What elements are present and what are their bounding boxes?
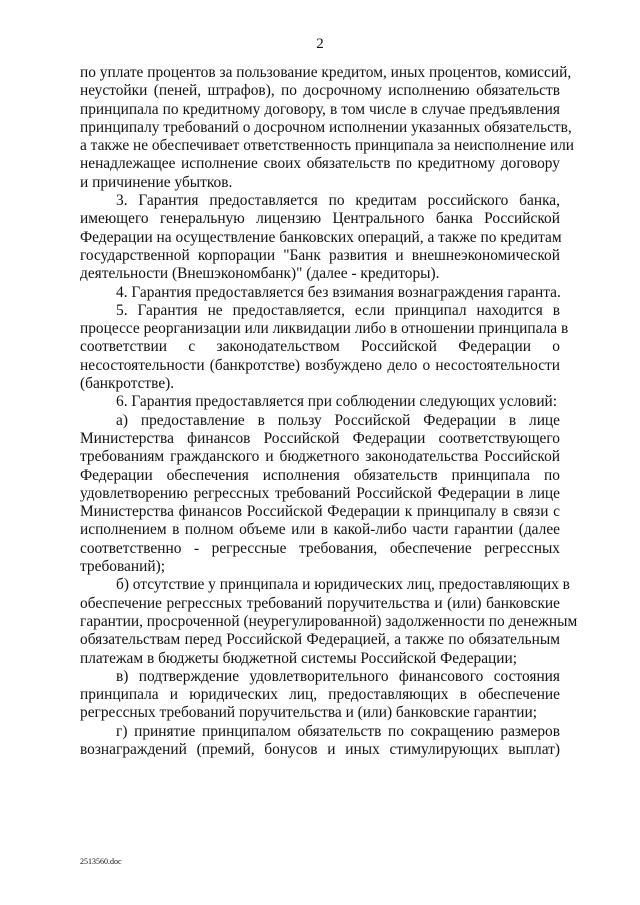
text-line: 5. Гарантия не предоставляется, если принципал находится в <box>116 301 560 319</box>
text-line: платежам в бюджеты бюджетной системы Российской Федерации; <box>80 649 518 667</box>
text-line: несостоятельности (банкротстве) возбуждено дело о несостоятельности <box>80 356 560 374</box>
text-line: б) отсутствие у принципала и юридических лиц, предоставляющих в <box>116 576 570 594</box>
text-line: требованиям гражданского и бюджетного законодательства Российской <box>80 448 560 466</box>
document-body <box>80 64 578 759</box>
text-line: г) принятие принципалом обязательств по сокращению размеров <box>116 722 560 740</box>
text-line: вознаграждений (премий, бонусов и иных стимулирующих выплат) <box>80 740 560 758</box>
text-line: гарантии, просроченной (неурегулированной) задолженности по денежным <box>80 612 578 630</box>
paragraph <box>80 576 578 667</box>
text-line: ненадлежащее исполнение своих обязательств по кредитному договору <box>80 155 560 173</box>
text-line: соответствии с законодательством Российской Федерации о <box>80 338 560 356</box>
text-line: 6. Гарантия предоставляется при соблюдении следующих условий: <box>116 393 558 411</box>
text-line: 3. Гарантия предоставляется по кредитам российского банка, <box>116 192 560 210</box>
paragraph <box>80 301 569 393</box>
paragraph <box>80 668 560 723</box>
text-line: регрессных требований поручительства и (или) банковские гарантии; <box>80 704 538 722</box>
paragraph <box>80 192 560 283</box>
text-line: и причинение убытков. <box>80 173 233 191</box>
page-number: 2 <box>316 36 324 52</box>
text-line: процессе реорганизации или ликвидации либо в отношении принципала в <box>80 320 569 338</box>
text-line: обязательствам перед Российской Федерацией, а также по обязательным <box>80 631 560 649</box>
text-line: Министерства финансов Российской Федерации к принципалу в связи с <box>80 503 560 521</box>
paragraph <box>80 412 560 577</box>
text-line: требований); <box>80 558 165 576</box>
text-line: а) предоставление в пользу Российской Федерации в лице <box>116 411 560 429</box>
text-line: принципалу требований о досрочном исполнении указанных обязательств, <box>80 118 572 136</box>
text-line: исполнением в полном объеме или в какой-либо части гарантии (далее <box>80 521 560 539</box>
text-line: Федерации на осуществление банковских операций, а также по кредитам <box>80 228 562 246</box>
text-line: имеющего генеральную лицензию Центрального банка Российской <box>80 210 560 228</box>
text-line: Федерации обеспечения исполнения обязательств принципала по <box>80 466 560 484</box>
paragraph <box>80 284 560 302</box>
text-line: обеспечение регрессных требований поручительства и (или) банковские <box>80 594 560 612</box>
paragraph <box>80 723 560 760</box>
text-line: неустойки (пеней, штрафов), по досрочному исполнению обязательств <box>80 82 560 100</box>
text-line: Министерства финансов Российской Федерации соответствующего <box>80 429 560 447</box>
paragraph <box>80 64 575 192</box>
text-line: деятельности (Внешэкономбанк)" (далее - кредиторы). <box>80 265 440 283</box>
document-file-code: 2513560.doc <box>80 857 122 866</box>
text-line: (банкротстве). <box>80 375 175 393</box>
text-line: принципала по кредитному договору, в том числе в случае предъявления <box>80 100 560 118</box>
paragraph <box>80 393 560 411</box>
text-line: а также не обеспечивает ответственность принципала за неисполнение или <box>80 137 575 155</box>
text-line: удовлетворению регрессных требований Российской Федерации в лице <box>80 484 560 502</box>
text-line: 4. Гарантия предоставляется без взимания вознаграждения гаранта. <box>116 283 561 301</box>
text-line: по уплате процентов за пользование кредитом, иных процентов, комиссий, <box>80 64 572 81</box>
text-line: государственной корпорации "Банк развития и внешнеэкономической <box>80 246 560 264</box>
text-line: соответственно - регрессные требования, обеспечение регрессных <box>80 539 560 557</box>
text-line: принципала и юридических лиц, предоставляющих в обеспечение <box>80 686 560 704</box>
text-line: в) подтверждение удовлетворительного финансового состояния <box>116 667 560 685</box>
